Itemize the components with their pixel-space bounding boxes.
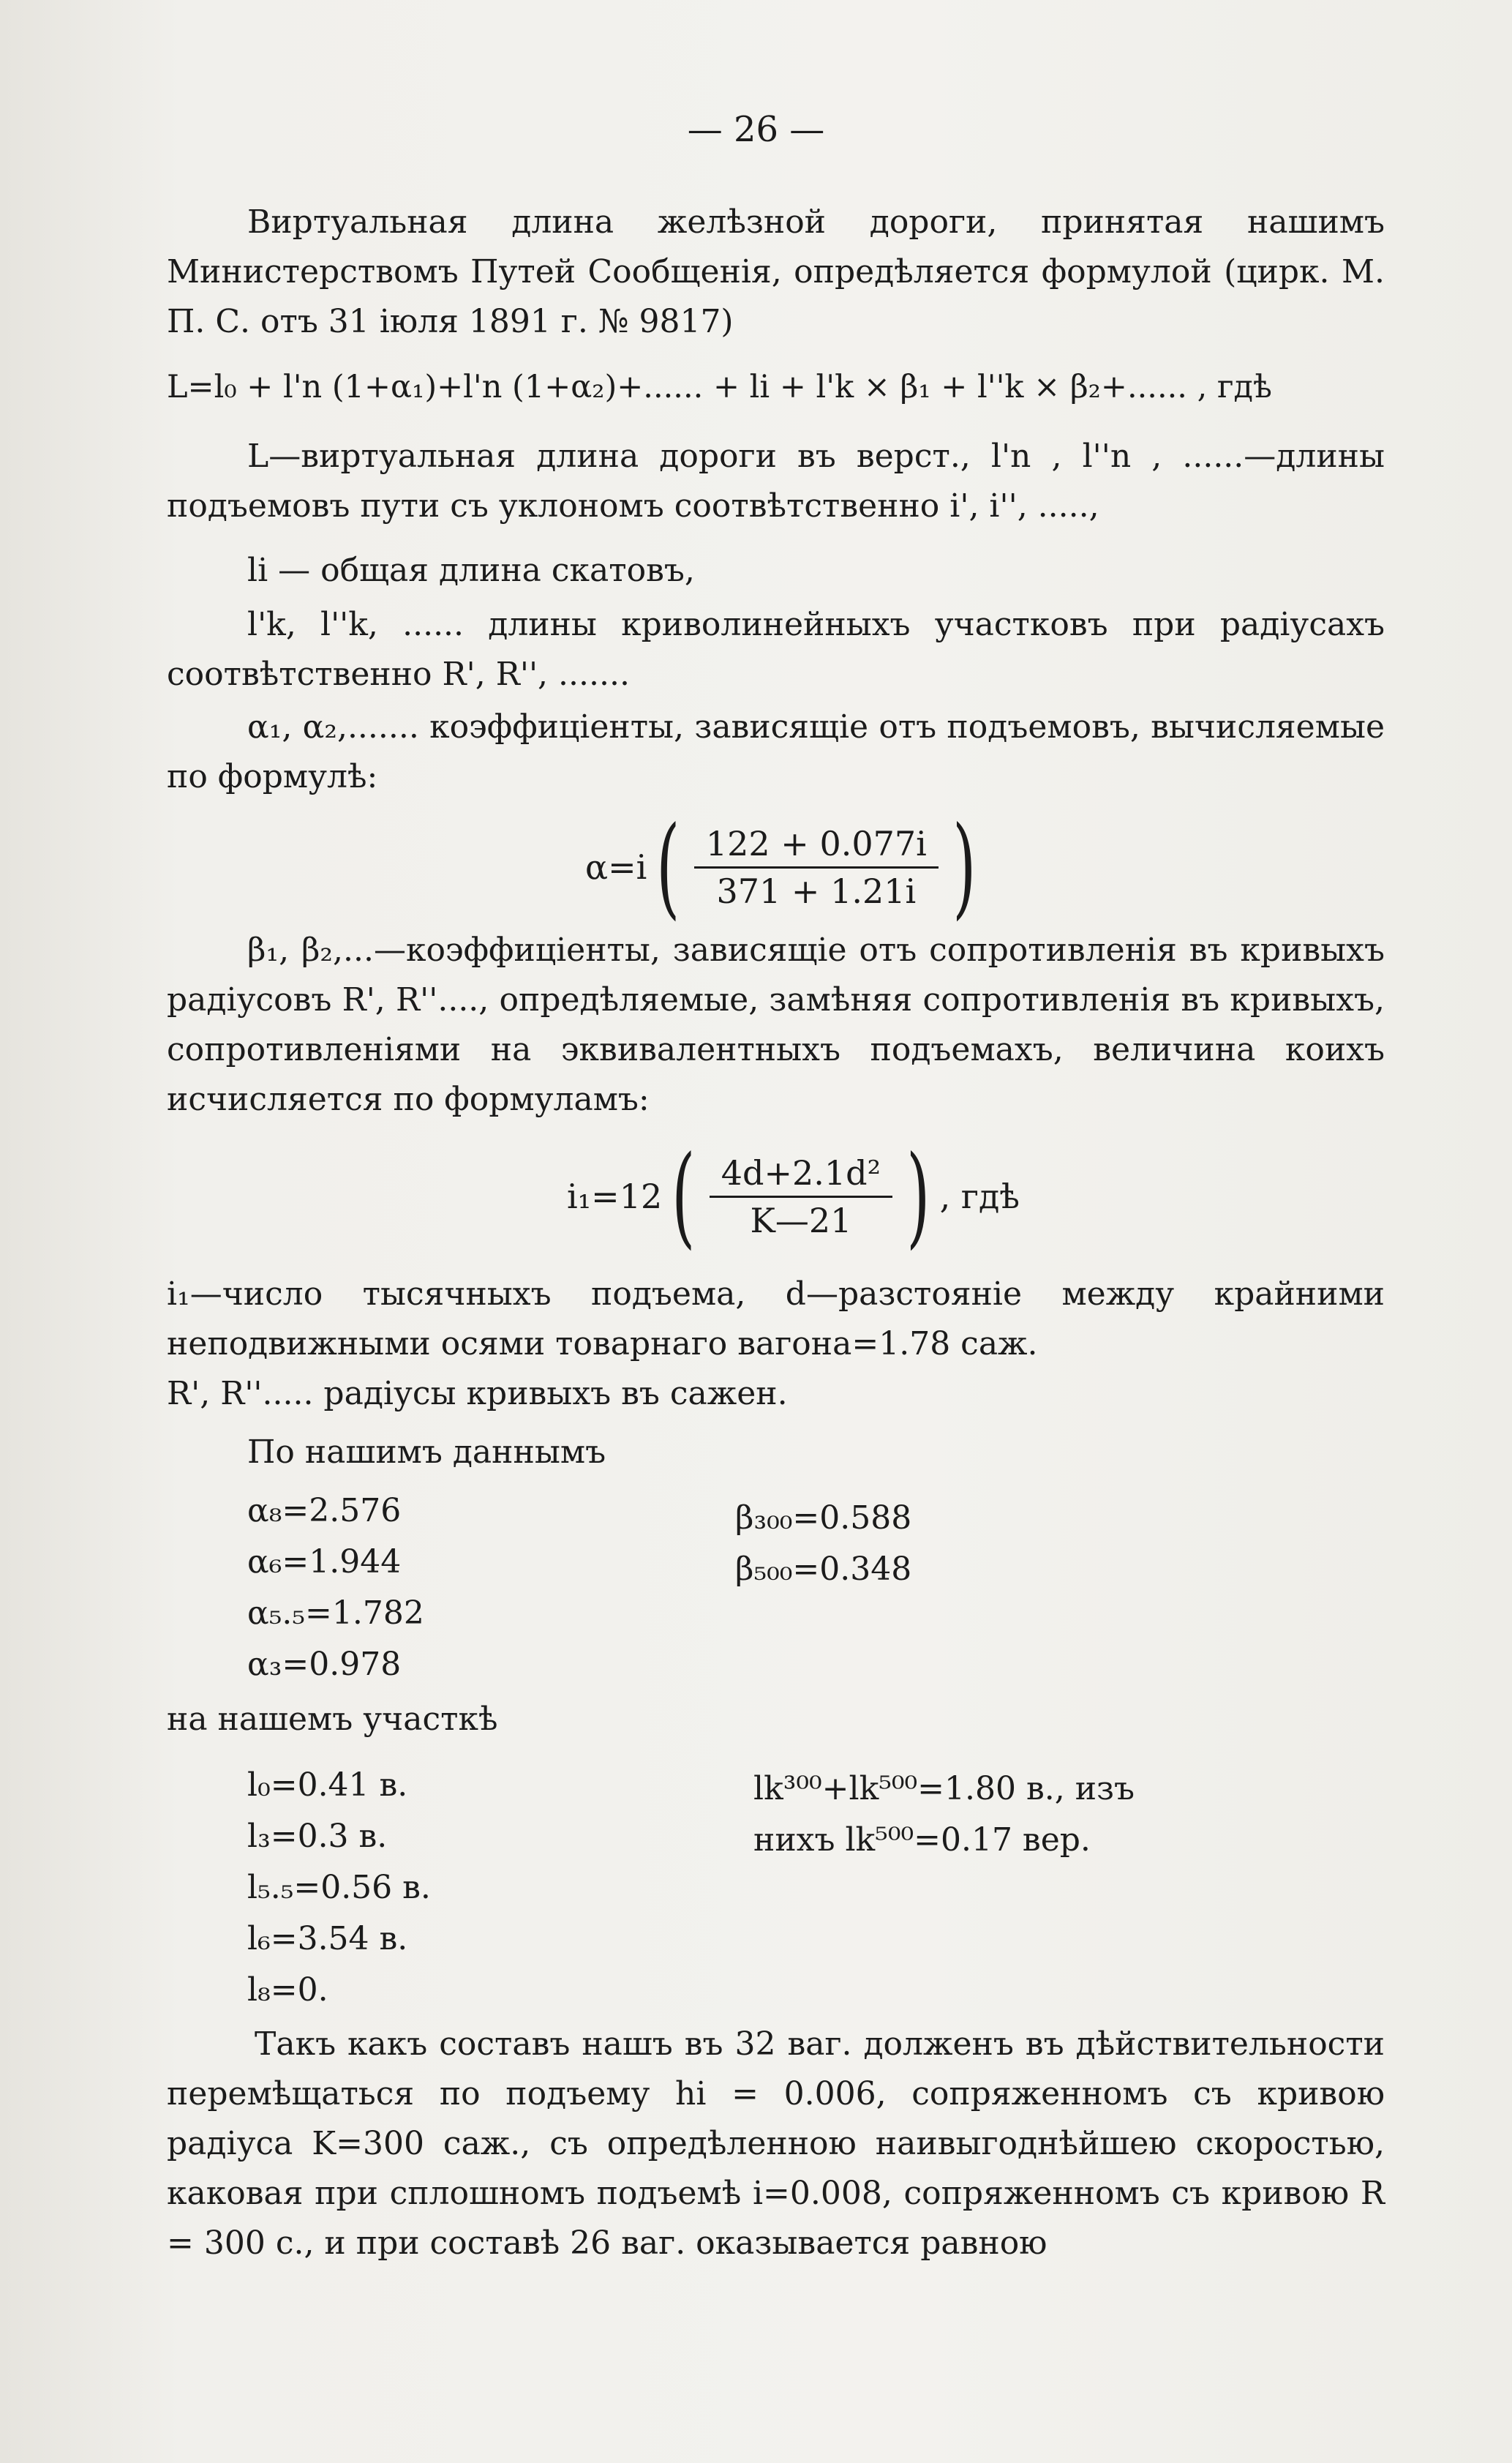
alpha-value: α₆=1.944 — [247, 1543, 402, 1581]
alpha-denominator: 371 + 1.21i — [716, 871, 917, 911]
right-paren: ) — [952, 803, 977, 931]
beta-value: β₅₀₀=0.348 — [735, 1551, 912, 1588]
section-label: на нашемъ участкѣ — [167, 1701, 498, 1738]
alpha-formula-lhs: α=i — [585, 847, 647, 887]
definition-i1: i₁—число тысячныхъ подъема, d—разстояніе между крайними неподвижными осями товарнаго вагона=1.78 саж. — [167, 1275, 1385, 1362]
i1-formula-lhs: i₁=12 — [567, 1177, 663, 1216]
curve-length-values — [753, 1763, 1135, 1866]
length-value: l₈=0. — [247, 1971, 328, 2009]
alpha-formula — [585, 803, 985, 931]
i1-numerator: 4d+2.1d² — [710, 1153, 892, 1198]
definition-L: L—виртуальная длина дороги въ верст., l'n , l''n , ......—длины подъемовъ пути съ уклономъ соотвѣтственно i', i'', ....., — [167, 438, 1385, 525]
definition-li: li — общая длина скатовъ, — [247, 552, 695, 589]
alpha-value: α₅.₅=1.782 — [247, 1594, 424, 1632]
left-paren: ( — [672, 1133, 696, 1260]
alpha-numerator: 122 + 0.077i — [694, 824, 939, 869]
curve-length-value: нихъ lk⁵⁰⁰=0.17 вер. — [753, 1821, 1091, 1859]
i1-formula — [567, 1133, 1020, 1260]
beta-value: β₃₀₀=0.588 — [735, 1499, 912, 1537]
length-value: l₃=0.3 в. — [247, 1818, 388, 1855]
definition-alpha: α₁, α₂,....... коэффиціенты, зависящіе отъ подъемовъ, вычисляемые по формулѣ: — [167, 708, 1385, 795]
length-values-list — [247, 1760, 431, 2016]
left-paren: ( — [656, 803, 680, 931]
alpha-value: α₈=2.576 — [247, 1492, 402, 1529]
intro-paragraph: Виртуальная длина желѣзной дороги, принятая нашимъ Министерствомъ Путей Сообщенія, опредѣляется формулой (цирк. М. П. С. отъ 31 іюля 1891 г. № 9817) — [167, 203, 1385, 340]
definition-beta: β₁, β₂,...—коэффиціенты, зависящіе отъ сопротивленія въ кривыхъ радіусовъ R', R''...., опредѣляемые, замѣняя сопротивленія въ кривыхъ, сопротивленіями на эквивалентныхъ подъемахъ, величина коихъ исчисляется по формуламъ: — [167, 931, 1385, 1118]
curve-length-value: lk³⁰⁰+lk⁵⁰⁰=1.80 в., изъ — [753, 1770, 1135, 1807]
i1-formula-suffix: , гдѣ — [939, 1177, 1020, 1216]
length-value: l₅.₅=0.56 в. — [247, 1869, 431, 1906]
right-paren: ) — [906, 1133, 930, 1260]
final-paragraph: Такъ какъ составъ нашъ въ 32 ваг. долженъ въ дѣйствительности перемѣщаться по подъему hi = 0.006, сопряженномъ съ кривою радіуса K=300 саж., съ опредѣленною наивыгоднѣйшею скоростью, каковая при сплошномъ подъемѣ i=0.008, сопряженномъ съ кривою R = 300 с., и при составѣ 26 ваг. оказывается равною — [167, 2025, 1385, 2262]
definition-lk: l'k, l''k, ...... длины криволинейныхъ участковъ при радіусахъ соотвѣтственно R', R'', ....... — [167, 606, 1385, 693]
alpha-value: α₃=0.978 — [247, 1646, 402, 1683]
definition-R: R', R''..... радіусы кривыхъ въ сажен. — [167, 1375, 788, 1412]
length-value: l₀=0.41 в. — [247, 1766, 408, 1804]
alpha-fraction — [694, 824, 939, 911]
i1-fraction — [710, 1153, 892, 1240]
virtual-length-formula: L=l₀ + l'n (1+α₁)+l'n (1+α₂)+...... + li + l'k × β₁ + l''k × β₂+...... , гдѣ — [167, 369, 1272, 405]
length-value: l₆=3.54 в. — [247, 1920, 408, 1957]
alpha-values-list — [247, 1485, 424, 1690]
i1-denominator: K—21 — [750, 1200, 852, 1240]
beta-values-list — [735, 1493, 911, 1595]
data-heading: По нашимъ даннымъ — [247, 1433, 606, 1471]
page-number: — 26 — — [687, 109, 825, 150]
